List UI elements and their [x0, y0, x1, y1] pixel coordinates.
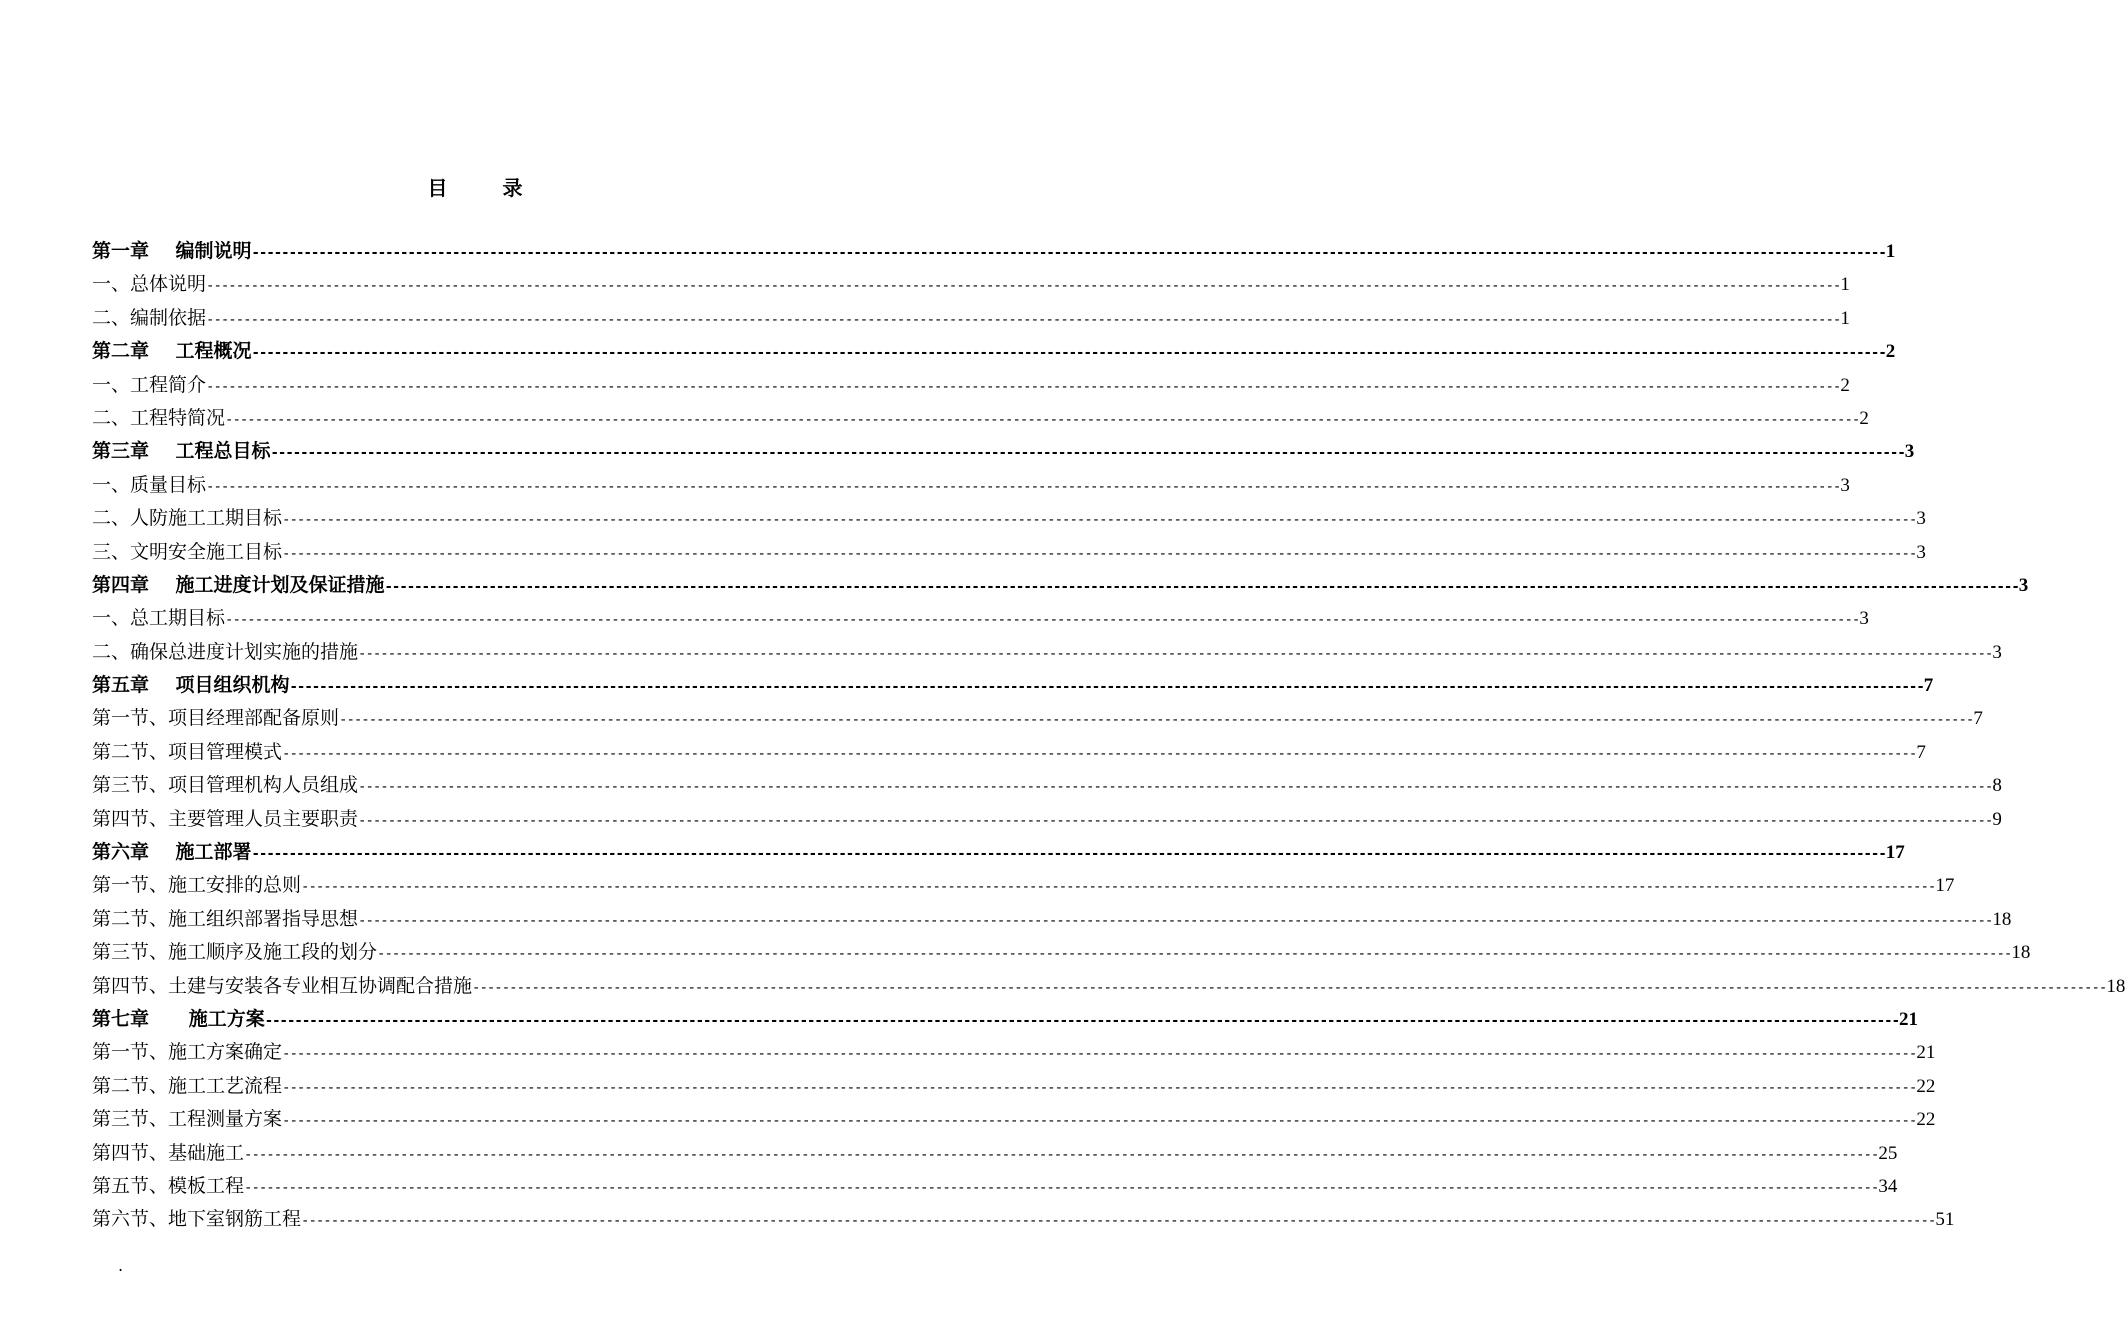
- toc-dot-leader: ----------------------------------------------------------------------------------------------------------------------------------------------------------------------------------------------------------------------------: [282, 1113, 1917, 1130]
- toc-dot-leader: ----------------------------------------------------------------------------------------------------------------------------------------------------------------------------------------------------------------------------: [282, 512, 1917, 529]
- toc-entry-label: 第四节、主要管理人员主要职责: [92, 807, 359, 830]
- toc-section-entry[interactable]: [92, 369, 1850, 402]
- toc-dot-leader: ----------------------------------------------------------------------------------------------------------------------------------------------------------------------------------------------------------------------------: [289, 679, 1924, 696]
- toc-entry-page-number: 17: [1935, 875, 1955, 897]
- toc-section-entry[interactable]: [92, 769, 2002, 802]
- toc-dot-leader: ----------------------------------------------------------------------------------------------------------------------------------------------------------------------------------------------------------------------------: [472, 979, 2107, 996]
- table-of-contents: [92, 235, 2125, 1237]
- toc-entry-page-number: 17: [1885, 842, 1905, 864]
- toc-entry-page-number: 18: [1992, 908, 2012, 930]
- toc-section-entry[interactable]: [92, 936, 2031, 969]
- toc-entry-label: 第三节、项目管理机构人员组成: [92, 774, 359, 797]
- toc-entry-page-number: 1: [1840, 274, 1850, 296]
- toc-entry-page-number: 51: [1935, 1209, 1955, 1231]
- toc-dot-leader: ----------------------------------------------------------------------------------------------------------------------------------------------------------------------------------------------------------------------------: [358, 912, 1993, 929]
- toc-dot-leader: ----------------------------------------------------------------------------------------------------------------------------------------------------------------------------------------------------------------------------: [301, 879, 1936, 896]
- toc-entry-label: 二、工程特简况: [92, 406, 226, 429]
- toc-entry-page-number: 3: [1859, 608, 1869, 630]
- toc-entry-page-number: 1: [1885, 241, 1896, 262]
- toc-section-entry[interactable]: [92, 903, 2012, 936]
- toc-entry-label: 一、总工期目标: [92, 607, 226, 630]
- toc-chapter-entry[interactable]: [92, 836, 1905, 869]
- toc-dot-leader: ----------------------------------------------------------------------------------------------------------------------------------------------------------------------------------------------------------------------------: [251, 245, 1886, 261]
- toc-entry-label: 第二章 工程概况: [92, 340, 252, 363]
- toc-entry-label: 第二节、项目管理模式: [92, 740, 283, 763]
- toc-entry-label: 第五章 项目组织机构: [92, 674, 290, 697]
- toc-chapter-entry[interactable]: [92, 669, 1934, 702]
- toc-entry-page-number: 9: [1992, 808, 2002, 830]
- toc-entry-page-number: 7: [1973, 708, 1983, 730]
- toc-section-entry[interactable]: [92, 869, 1955, 902]
- toc-entry-label: 二、人防施工工期目标: [92, 507, 283, 530]
- toc-dot-leader: ----------------------------------------------------------------------------------------------------------------------------------------------------------------------------------------------------------------------------: [251, 846, 1886, 863]
- toc-dot-leader: ----------------------------------------------------------------------------------------------------------------------------------------------------------------------------------------------------------------------------: [251, 345, 1886, 362]
- toc-dot-leader: ----------------------------------------------------------------------------------------------------------------------------------------------------------------------------------------------------------------------------: [244, 1179, 1879, 1196]
- toc-entry-label: 一、总体说明: [92, 273, 207, 296]
- toc-section-entry[interactable]: [92, 636, 2002, 669]
- toc-dot-leader: ----------------------------------------------------------------------------------------------------------------------------------------------------------------------------------------------------------------------------: [282, 745, 1917, 762]
- toc-entry-label: 第四节、土建与安装各专业相互协调配合措施: [92, 974, 473, 997]
- toc-entry-page-number: 34: [1878, 1175, 1898, 1197]
- toc-section-entry[interactable]: [92, 1070, 1936, 1103]
- toc-section-entry[interactable]: [92, 736, 1926, 769]
- toc-chapter-entry[interactable]: [92, 435, 1915, 468]
- toc-section-entry[interactable]: [92, 1137, 1898, 1170]
- toc-dot-leader: ----------------------------------------------------------------------------------------------------------------------------------------------------------------------------------------------------------------------------: [282, 1079, 1917, 1096]
- toc-dot-leader: ----------------------------------------------------------------------------------------------------------------------------------------------------------------------------------------------------------------------------: [206, 478, 1841, 495]
- toc-section-entry[interactable]: [92, 1036, 1936, 1069]
- toc-entry-page-number: 2: [1859, 407, 1869, 429]
- toc-entry-label: 第五节、模板工程: [92, 1174, 245, 1197]
- toc-entry-label: 第三章 工程总目标: [92, 440, 271, 463]
- toc-entry-label: 第一节、施工安排的总则: [92, 874, 302, 897]
- toc-entry-label: 第六章 施工部署: [92, 841, 252, 864]
- toc-entry-label: 第二节、施工工艺流程: [92, 1074, 283, 1097]
- toc-entry-page-number: 21: [1899, 1008, 1919, 1030]
- toc-dot-leader: ----------------------------------------------------------------------------------------------------------------------------------------------------------------------------------------------------------------------------: [206, 311, 1841, 328]
- toc-dot-leader: ----------------------------------------------------------------------------------------------------------------------------------------------------------------------------------------------------------------------------: [377, 946, 2012, 963]
- toc-dot-leader: ----------------------------------------------------------------------------------------------------------------------------------------------------------------------------------------------------------------------------: [282, 545, 1917, 562]
- toc-entry-label: 第一节、施工方案确定: [92, 1041, 283, 1064]
- toc-entry-label: 一、质量目标: [92, 473, 207, 496]
- toc-entry-page-number: 22: [1916, 1109, 1936, 1131]
- toc-entry-page-number: 8: [1992, 775, 2002, 797]
- toc-dot-leader: ----------------------------------------------------------------------------------------------------------------------------------------------------------------------------------------------------------------------------: [339, 712, 1974, 729]
- toc-entry-page-number: 18: [2011, 942, 2031, 964]
- footer-mark: .: [118, 1256, 124, 1275]
- toc-section-entry[interactable]: [92, 1103, 1936, 1136]
- toc-entry-label: 一、工程简介: [92, 373, 207, 396]
- toc-entry-page-number: 3: [1916, 541, 1926, 563]
- toc-dot-leader: ----------------------------------------------------------------------------------------------------------------------------------------------------------------------------------------------------------------------------: [358, 779, 1993, 796]
- toc-dot-leader: ----------------------------------------------------------------------------------------------------------------------------------------------------------------------------------------------------------------------------: [225, 411, 1860, 428]
- toc-entry-page-number: 3: [2018, 574, 2029, 596]
- toc-section-entry[interactable]: [92, 268, 1850, 301]
- toc-entry-page-number: 3: [1840, 474, 1850, 496]
- toc-section-entry[interactable]: [92, 803, 2002, 836]
- toc-entry-label: 第三节、工程测量方案: [92, 1108, 283, 1131]
- toc-dot-leader: ----------------------------------------------------------------------------------------------------------------------------------------------------------------------------------------------------------------------------: [206, 278, 1841, 295]
- toc-entry-label: 第六节、地下室钢筋工程: [92, 1208, 302, 1231]
- toc-entry-page-number: 2: [1840, 374, 1850, 396]
- toc-entry-label: 第二节、施工组织部署指导思想: [92, 907, 359, 930]
- toc-dot-leader: ----------------------------------------------------------------------------------------------------------------------------------------------------------------------------------------------------------------------------: [282, 1046, 1917, 1063]
- toc-section-entry[interactable]: [92, 302, 1850, 335]
- toc-entry-page-number: 3: [1904, 441, 1915, 463]
- toc-section-entry[interactable]: [92, 502, 1926, 535]
- page-title: 目 录: [427, 176, 547, 200]
- toc-dot-leader: ----------------------------------------------------------------------------------------------------------------------------------------------------------------------------------------------------------------------------: [264, 1012, 1900, 1029]
- toc-section-entry[interactable]: [92, 469, 1850, 502]
- toc-dot-leader: ----------------------------------------------------------------------------------------------------------------------------------------------------------------------------------------------------------------------------: [384, 578, 2019, 595]
- toc-entry-label: 二、编制依据: [92, 306, 207, 329]
- toc-entry-label: 第一章 编制说明: [92, 240, 252, 262]
- toc-dot-leader: ----------------------------------------------------------------------------------------------------------------------------------------------------------------------------------------------------------------------------: [206, 378, 1841, 395]
- toc-entry-page-number: 3: [1916, 508, 1926, 530]
- toc-section-entry[interactable]: [92, 602, 1869, 635]
- toc-section-entry[interactable]: [92, 702, 1983, 735]
- toc-chapter-entry[interactable]: [92, 335, 1896, 368]
- toc-entry-label: 三、文明安全施工目标: [92, 540, 283, 563]
- toc-entry-page-number: 22: [1916, 1075, 1936, 1097]
- toc-entry-page-number: 2: [1885, 341, 1896, 363]
- toc-dot-leader: ----------------------------------------------------------------------------------------------------------------------------------------------------------------------------------------------------------------------------: [301, 1213, 1936, 1230]
- toc-dot-leader: ----------------------------------------------------------------------------------------------------------------------------------------------------------------------------------------------------------------------------: [270, 445, 1905, 462]
- toc-entry-page-number: 3: [1992, 641, 2002, 663]
- toc-dot-leader: ----------------------------------------------------------------------------------------------------------------------------------------------------------------------------------------------------------------------------: [244, 1146, 1879, 1163]
- toc-section-entry[interactable]: [92, 970, 2125, 1003]
- toc-entry-label: 二、确保总进度计划实施的措施: [92, 640, 359, 663]
- toc-section-entry[interactable]: [92, 1170, 1898, 1203]
- toc-entry-label: 第四章 施工进度计划及保证措施: [92, 573, 385, 596]
- toc-dot-leader: ----------------------------------------------------------------------------------------------------------------------------------------------------------------------------------------------------------------------------: [358, 645, 1993, 662]
- toc-chapter-entry[interactable]: [92, 569, 2029, 602]
- toc-entry-label: 第一节、项目经理部配备原则: [92, 707, 340, 730]
- toc-chapter-entry[interactable]: [92, 235, 1896, 268]
- toc-section-entry[interactable]: [92, 536, 1926, 569]
- toc-entry-label: 第三节、施工顺序及施工段的划分: [92, 941, 378, 964]
- toc-section-entry[interactable]: [92, 1203, 1955, 1236]
- toc-entry-label: 第四节、基础施工: [92, 1141, 245, 1164]
- toc-chapter-entry[interactable]: [92, 1003, 1919, 1036]
- toc-dot-leader: ----------------------------------------------------------------------------------------------------------------------------------------------------------------------------------------------------------------------------: [358, 812, 1993, 829]
- toc-entry-label: 第七章 施工方案: [92, 1007, 265, 1030]
- toc-section-entry[interactable]: [92, 402, 1869, 435]
- toc-entry-page-number: 21: [1916, 1042, 1936, 1064]
- toc-entry-page-number: 7: [1923, 675, 1934, 697]
- toc-entry-page-number: 1: [1840, 307, 1850, 329]
- toc-entry-page-number: 25: [1878, 1142, 1898, 1164]
- toc-dot-leader: ----------------------------------------------------------------------------------------------------------------------------------------------------------------------------------------------------------------------------: [225, 612, 1860, 629]
- toc-entry-page-number: 7: [1916, 741, 1926, 763]
- toc-entry-page-number: 18: [2106, 975, 2125, 997]
